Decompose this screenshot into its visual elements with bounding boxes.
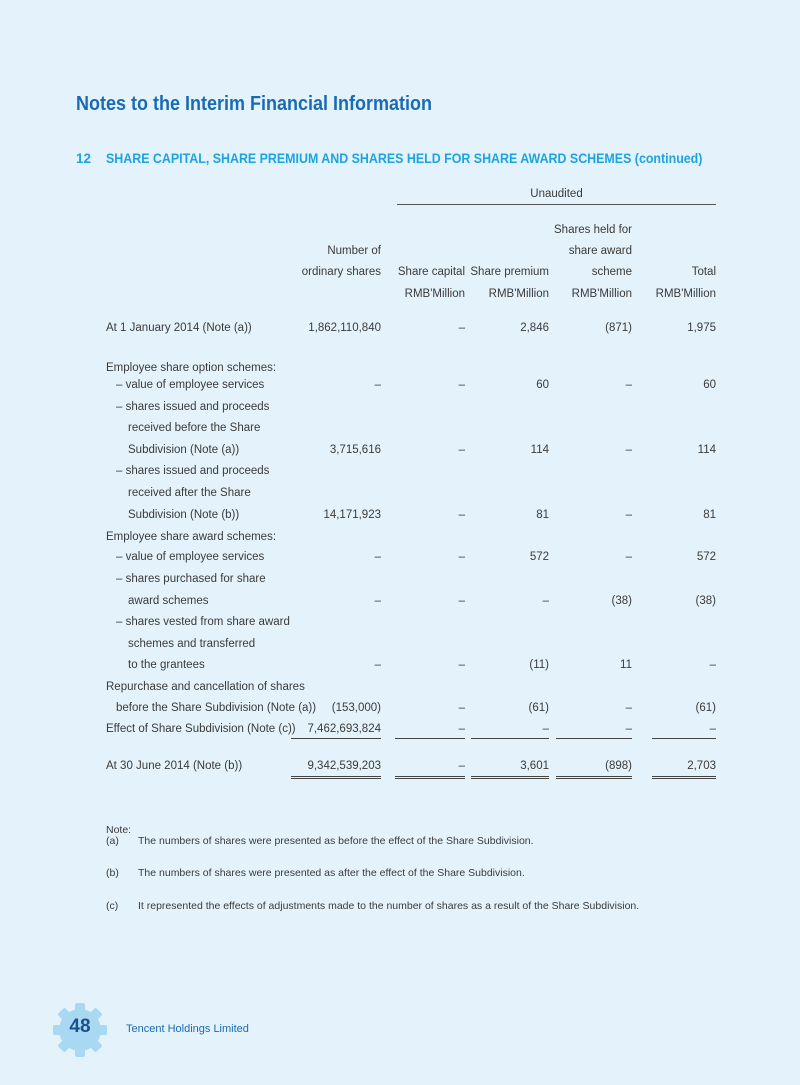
cell-value: –: [458, 322, 465, 334]
cell-value: –: [625, 444, 632, 456]
cell-value: (898): [605, 760, 632, 772]
page-title: Notes to the Interim Financial Information: [76, 93, 433, 115]
row-label: – shares issued and proceeds: [116, 465, 270, 477]
column-header: Number of: [327, 245, 381, 257]
total-double-rule: [471, 776, 549, 779]
row-label: Effect of Share Subdivision (Note (c)): [106, 723, 296, 735]
cell-value: –: [625, 723, 632, 735]
cell-value: –: [542, 595, 549, 607]
note-text: The numbers of shares were presented as before the effect of the Share Subdivision.: [138, 835, 534, 847]
cell-value: –: [542, 723, 549, 735]
cell-value: 11: [620, 659, 632, 671]
cell-value: 3,601: [520, 760, 549, 772]
cell-value: –: [625, 379, 632, 391]
note-text: The numbers of shares were presented as after the effect of the Share Subdivision.: [138, 867, 525, 879]
cell-value: –: [458, 760, 465, 772]
column-header: Share capital: [397, 266, 465, 278]
column-header: ordinary shares: [301, 266, 381, 278]
cell-value: (61): [528, 702, 549, 714]
cell-value: 2,846: [520, 322, 549, 334]
cell-value: –: [458, 379, 465, 391]
subtotal-rule: [471, 738, 549, 739]
cell-value: –: [625, 509, 632, 521]
column-unit: RMB'Million: [404, 288, 465, 300]
section-number: 12: [76, 151, 92, 166]
row-label: Employee share award schemes:: [106, 531, 277, 543]
cell-value: –: [458, 444, 465, 456]
column-unit: RMB'Million: [571, 288, 632, 300]
subtotal-rule: [652, 738, 716, 739]
section-title: SHARE CAPITAL, SHARE PREMIUM AND SHARES HELD FOR SHARE AWARD SCHEMES (continued): [106, 151, 703, 166]
column-header: scheme: [591, 266, 632, 278]
cell-value: –: [458, 595, 465, 607]
cell-value: (61): [695, 702, 716, 714]
total-double-rule: [556, 776, 632, 779]
cell-value: –: [374, 551, 381, 563]
row-label: – shares purchased for share: [116, 573, 266, 585]
row-label: Subdivision (Note (b)): [128, 509, 240, 521]
subtotal-rule: [395, 738, 465, 739]
page-number: 48: [69, 1016, 91, 1037]
column-header: Shares held for: [554, 224, 632, 236]
cell-value: (153,000): [331, 702, 381, 714]
row-label: Employee share option schemes:: [106, 362, 277, 374]
cell-value: (38): [611, 595, 632, 607]
cell-value: –: [625, 702, 632, 714]
row-label: At 30 June 2014 (Note (b)): [106, 760, 243, 772]
row-label: – value of employee services: [116, 379, 265, 391]
footer-company-name: Tencent Holdings Limited: [126, 1023, 249, 1035]
cell-value: –: [458, 659, 465, 671]
row-label: schemes and transferred: [128, 638, 256, 650]
cell-value: 114: [530, 444, 549, 456]
cell-value: 1,862,110,840: [308, 322, 381, 334]
cell-value: –: [458, 551, 465, 563]
note-marker: (a): [106, 835, 119, 847]
notes-heading: Note:: [106, 824, 132, 836]
cell-value: 3,715,616: [329, 444, 381, 456]
column-unit: RMB'Million: [488, 288, 549, 300]
column-header: Total: [691, 266, 716, 278]
note-marker: (c): [106, 900, 119, 912]
column-header: share award: [568, 245, 632, 257]
row-label: to the grantees: [128, 659, 205, 671]
total-double-rule: [652, 776, 716, 779]
cell-value: (11): [529, 659, 549, 671]
row-label: award schemes: [128, 595, 209, 607]
total-double-rule: [291, 776, 381, 779]
row-label: received before the Share: [128, 422, 261, 434]
cell-value: 114: [697, 444, 716, 456]
row-label: – shares vested from share award: [116, 616, 290, 628]
cell-value: 2,703: [687, 760, 716, 772]
cell-value: –: [709, 723, 716, 735]
cell-value: 60: [703, 379, 716, 391]
group-header-unaudited: Unaudited: [530, 188, 583, 200]
cell-value: 81: [703, 509, 716, 521]
cell-value: 1,975: [687, 322, 716, 334]
subtotal-rule: [556, 738, 632, 739]
total-double-rule: [395, 776, 465, 779]
cell-value: –: [709, 659, 716, 671]
cell-value: 572: [696, 551, 716, 563]
cell-value: 572: [529, 551, 549, 563]
note-marker: (b): [106, 867, 119, 879]
row-label: – shares issued and proceeds: [116, 401, 270, 413]
cell-value: –: [374, 659, 381, 671]
column-unit: RMB'Million: [655, 288, 716, 300]
cell-value: 9,342,539,203: [307, 760, 381, 772]
column-header: Share premium: [470, 266, 549, 278]
cell-value: –: [458, 723, 465, 735]
row-label: At 1 January 2014 (Note (a)): [106, 322, 252, 334]
row-label: before the Share Subdivision (Note (a)): [116, 702, 317, 714]
row-label: Subdivision (Note (a)): [128, 444, 240, 456]
row-label: Repurchase and cancellation of shares: [106, 681, 305, 693]
cell-value: (38): [695, 595, 716, 607]
row-label: received after the Share: [128, 487, 251, 499]
note-text: It represented the effects of adjustments made to the number of shares as a result of the Share Subdivision.: [138, 900, 640, 912]
cell-value: –: [458, 509, 465, 521]
cell-value: 7,462,693,824: [307, 723, 381, 735]
cell-value: 14,171,923: [323, 509, 381, 521]
cell-value: 60: [536, 379, 549, 391]
subtotal-rule: [291, 738, 381, 739]
cell-value: 81: [536, 509, 549, 521]
group-header-rule: [397, 204, 716, 205]
row-label: – value of employee services: [116, 551, 265, 563]
cell-value: –: [374, 595, 381, 607]
cell-value: (871): [605, 322, 632, 334]
cell-value: –: [458, 702, 465, 714]
cell-value: –: [374, 379, 381, 391]
cell-value: –: [625, 551, 632, 563]
